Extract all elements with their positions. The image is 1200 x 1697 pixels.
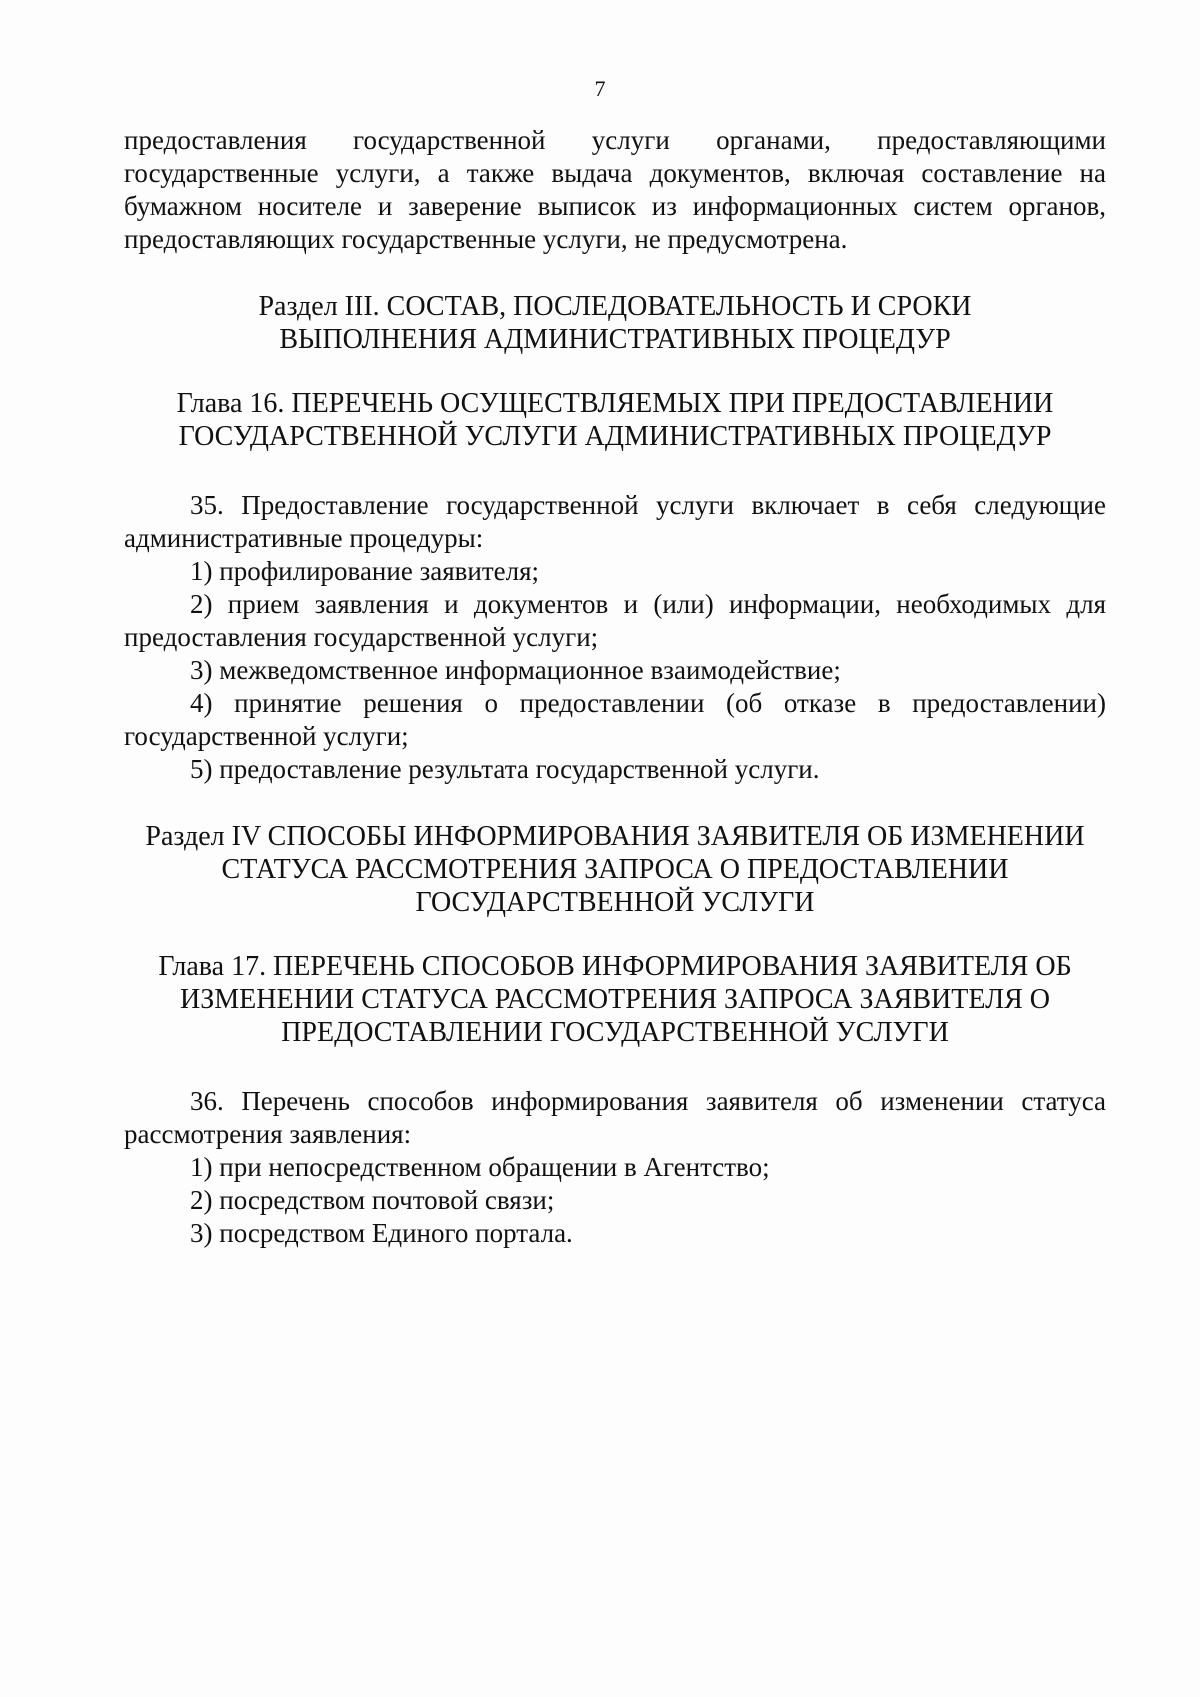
chapter-17-heading-line-3: ПРЕДОСТАВЛЕНИИ ГОСУДАРСТВЕННОЙ УСЛУГИ (281, 1017, 949, 1048)
section-4-heading-line-2: СТАТУСА РАССМОТРЕНИЯ ЗАПРОСА О ПРЕДОСТАВЛЕНИИ (221, 854, 1009, 885)
chapter-17-heading-line-1: Глава 17. ПЕРЕЧЕНЬ СПОСОБОВ ИНФОРМИРОВАНИЯ ЗАЯВИТЕЛЯ ОБ (158, 951, 1072, 982)
section-3-heading-line-1: Раздел III. СОСТАВ, ПОСЛЕДОВАТЕЛЬНОСТЬ И СРОКИ (258, 291, 972, 322)
list-item: 4) принятие решения о предоставлении (об отказе в предоставлении) государственной услуги; (124, 688, 1106, 751)
chapter-16-heading-line-2: ГОСУДАРСТВЕННОЙ УСЛУГИ АДМИНИСТРАТИВНЫХ ПРОЦЕДУР (178, 421, 1052, 452)
list-item: 5) предоставление результата государственной услуги. (190, 754, 820, 784)
list-item: 2) посредством почтовой связи; (190, 1185, 555, 1215)
section-3-heading (124, 290, 1106, 356)
chapter-17-heading (124, 950, 1106, 1049)
paragraph-35-lead: 35. Предоставление государственной услуги включает в себя следующие административные процедуры: (124, 490, 1106, 553)
section-3-heading-line-2: ВЫПОЛНЕНИЯ АДМИНИСТРАТИВНЫХ ПРОЦЕДУР (279, 324, 951, 355)
chapter-16-heading-line-1: Глава 16. ПЕРЕЧЕНЬ ОСУЩЕСТВЛЯЕМЫХ ПРИ ПРЕДОСТАВЛЕНИИ (176, 388, 1054, 419)
intro-paragraph: предоставления государственной услуги органами, предоставляющими государственные услуги, а также выдача документов, включая составление на бумажном носителе и заверение выписок из информационных систем органов, предоставляющих государственные услуги, не предусмотрена. (124, 125, 1106, 254)
section-4-heading (124, 820, 1106, 919)
list-item: 3) посредством Единого портала. (190, 1218, 573, 1248)
list-item: 2) прием заявления и документов и (или) информации, необходимых для предоставления государственной услуги; (124, 589, 1106, 652)
paragraph-35 (124, 489, 1106, 786)
list-item: 1) при непосредственном обращении в Агентство; (190, 1152, 770, 1182)
list-item: 3) межведомственное информационное взаимодействие; (190, 655, 841, 685)
page-content (124, 124, 1106, 1250)
list-item: 1) профилирование заявителя; (190, 556, 540, 586)
chapter-17-heading-line-2: ИЗМЕНЕНИИ СТАТУСА РАССМОТРЕНИЯ ЗАПРОСА ЗАЯВИТЕЛЯ О (180, 984, 1050, 1015)
section-4-heading-line-1: Раздел IV СПОСОБЫ ИНФОРМИРОВАНИЯ ЗАЯВИТЕЛЯ ОБ ИЗМЕНЕНИИ (145, 821, 1085, 852)
chapter-16-heading (124, 387, 1106, 453)
section-4-heading-line-3: ГОСУДАРСТВЕННОЙ УСЛУГИ (415, 887, 815, 918)
page-number: 7 (594, 76, 606, 101)
paragraph-36 (124, 1085, 1106, 1250)
paragraph-36-lead: 36. Перечень способов информирования заявителя об изменении статуса рассмотрения заявления: (124, 1086, 1106, 1149)
